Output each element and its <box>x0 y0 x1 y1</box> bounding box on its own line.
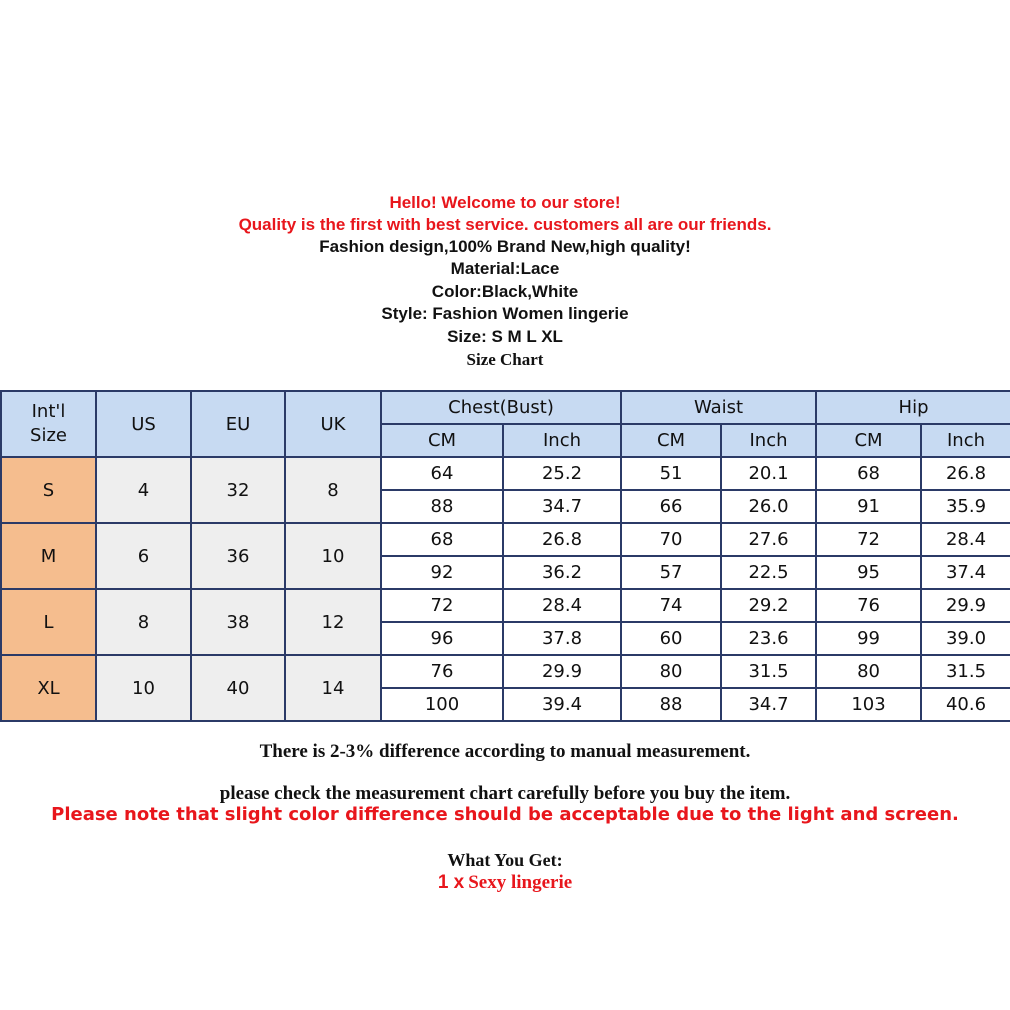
waist-inch-cell: 20.1 <box>721 457 816 490</box>
hip-inch-cell: 28.4 <box>921 523 1010 556</box>
table-row <box>1 523 1010 556</box>
what-you-get-item <box>0 872 1010 894</box>
waist-inch-cell: 23.6 <box>721 622 816 655</box>
design-text: Fashion design,100% Brand New,high quality! <box>319 237 691 256</box>
hip-cm-cell: 103 <box>816 688 921 721</box>
waist-inch-cell: 29.2 <box>721 589 816 622</box>
hip-inch-cell: 26.8 <box>921 457 1010 490</box>
hip-inch-cell: 31.5 <box>921 655 1010 688</box>
waist-inch-cell: 31.5 <box>721 655 816 688</box>
table-row <box>1 589 1010 622</box>
what-you-get-title: What You Get: <box>447 850 563 870</box>
chest-cm-cell: 88 <box>381 490 503 523</box>
chest-inch-cell: 36.2 <box>503 556 621 589</box>
intl-label: Int'l <box>31 400 66 422</box>
hip-cm-cell: 95 <box>816 556 921 589</box>
material-text: Material:Lace <box>450 259 560 278</box>
chest-cm-cell: 68 <box>381 523 503 556</box>
chest-cm-cell: 92 <box>381 556 503 589</box>
chest-cm-cell: 76 <box>381 655 503 688</box>
waist-inch-cell: 26.0 <box>721 490 816 523</box>
waist-inch-header: Inch <box>721 424 816 457</box>
item-quantity: 1 x <box>437 872 465 893</box>
hip-inch-header: Inch <box>921 424 1010 457</box>
size-text: Size: S M L XL <box>447 327 563 346</box>
chest-cm-cell: 96 <box>381 622 503 655</box>
us-header: US <box>96 391 191 457</box>
chest-inch-cell: 28.4 <box>503 589 621 622</box>
us-cell: 4 <box>96 457 191 523</box>
waist-cm-cell: 88 <box>621 688 721 721</box>
intl-size-header <box>1 391 96 457</box>
waist-inch-cell: 34.7 <box>721 688 816 721</box>
chest-cm-cell: 100 <box>381 688 503 721</box>
hip-cm-cell: 72 <box>816 523 921 556</box>
size-label: Size <box>30 425 67 446</box>
hip-cm-header: CM <box>816 424 921 457</box>
chest-inch-cell: 37.8 <box>503 622 621 655</box>
us-cell: 8 <box>96 589 191 655</box>
hip-cm-cell: 68 <box>816 457 921 490</box>
hip-header: Hip <box>816 391 1010 424</box>
size-label-cell: L <box>1 589 96 655</box>
chest-inch-cell: 25.2 <box>503 457 621 490</box>
size-chart-title: Size Chart <box>466 350 544 369</box>
waist-cm-header: CM <box>621 424 721 457</box>
chest-cm-header: CM <box>381 424 503 457</box>
waist-cm-cell: 70 <box>621 523 721 556</box>
us-cell: 10 <box>96 655 191 721</box>
eu-cell: 32 <box>191 457 285 523</box>
item-name: Sexy lingerie <box>468 872 573 893</box>
uk-header: UK <box>285 391 381 457</box>
header-row <box>1 391 1010 424</box>
chest-inch-cell: 39.4 <box>503 688 621 721</box>
size-chart-table <box>0 390 1010 722</box>
chest-cm-cell: 64 <box>381 457 503 490</box>
color-text: Color:Black,White <box>431 282 579 301</box>
size-label-cell: M <box>1 523 96 589</box>
welcome-text: Hello! Welcome to our store! <box>389 193 621 212</box>
chest-header: Chest(Bust) <box>381 391 621 424</box>
chest-inch-cell: 26.8 <box>503 523 621 556</box>
eu-header: EU <box>191 391 285 457</box>
eu-cell: 38 <box>191 589 285 655</box>
hip-inch-cell: 39.0 <box>921 622 1010 655</box>
chest-cm-cell: 72 <box>381 589 503 622</box>
hip-inch-cell: 29.9 <box>921 589 1010 622</box>
waist-cm-cell: 51 <box>621 457 721 490</box>
hip-cm-cell: 76 <box>816 589 921 622</box>
difference-note: There is 2-3% difference according to manual measurement. <box>259 741 751 762</box>
waist-cm-cell: 60 <box>621 622 721 655</box>
hip-inch-cell: 37.4 <box>921 556 1010 589</box>
waist-cm-cell: 74 <box>621 589 721 622</box>
eu-cell: 40 <box>191 655 285 721</box>
us-cell: 6 <box>96 523 191 589</box>
uk-cell: 14 <box>285 655 381 721</box>
eu-cell: 36 <box>191 523 285 589</box>
chest-inch-header: Inch <box>503 424 621 457</box>
table-row <box>1 457 1010 490</box>
quality-text: Quality is the first with best service. customers all are our friends. <box>238 215 772 234</box>
size-label-cell: XL <box>1 655 96 721</box>
waist-cm-cell: 66 <box>621 490 721 523</box>
chest-inch-cell: 29.9 <box>503 655 621 688</box>
color-difference-note: Please note that slight color difference should be acceptable due to the light and screen. <box>51 804 959 825</box>
chest-inch-cell: 34.7 <box>503 490 621 523</box>
waist-inch-cell: 22.5 <box>721 556 816 589</box>
hip-cm-cell: 99 <box>816 622 921 655</box>
size-label-cell: S <box>1 457 96 523</box>
table-row <box>1 655 1010 688</box>
waist-cm-cell: 80 <box>621 655 721 688</box>
waist-cm-cell: 57 <box>621 556 721 589</box>
uk-cell: 8 <box>285 457 381 523</box>
hip-inch-cell: 35.9 <box>921 490 1010 523</box>
hip-cm-cell: 91 <box>816 490 921 523</box>
hip-inch-cell: 40.6 <box>921 688 1010 721</box>
hip-cm-cell: 80 <box>816 655 921 688</box>
style-text: Style: Fashion Women lingerie <box>381 304 629 323</box>
uk-cell: 10 <box>285 523 381 589</box>
check-note: please check the measurement chart carefully before you buy the item. <box>219 783 791 804</box>
waist-inch-cell: 27.6 <box>721 523 816 556</box>
waist-header: Waist <box>621 391 816 424</box>
uk-cell: 12 <box>285 589 381 655</box>
